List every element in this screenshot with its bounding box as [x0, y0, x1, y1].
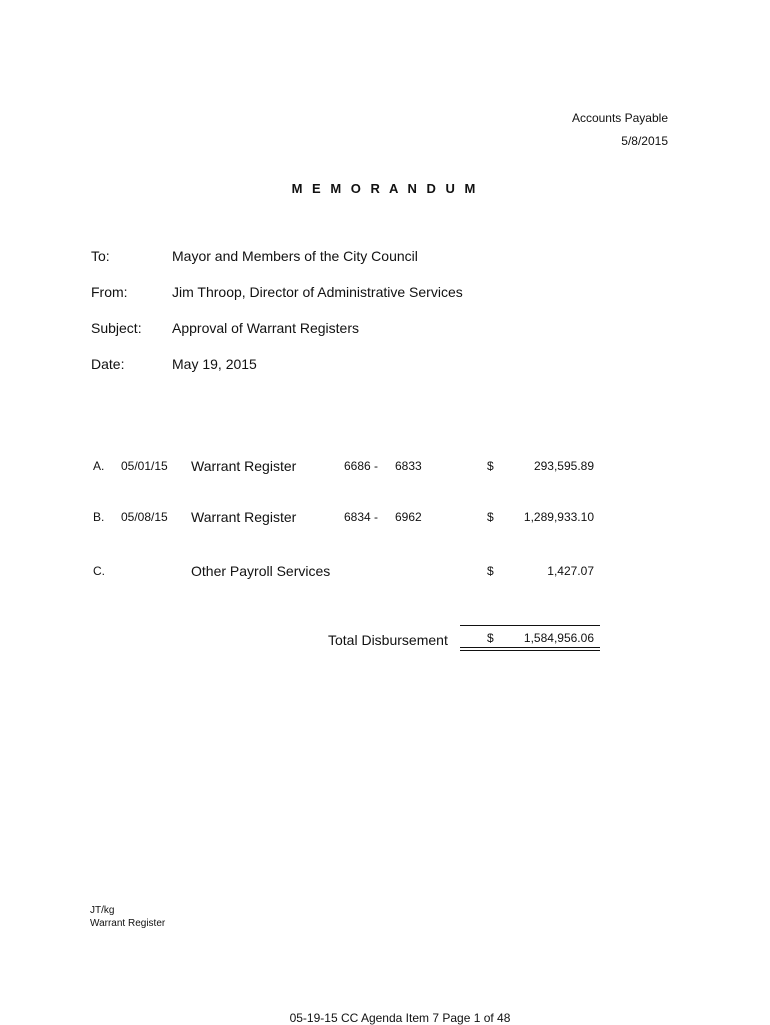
total-currency: $ — [487, 631, 494, 645]
item-amount: 293,595.89 — [533, 459, 594, 473]
date-value: May 19, 2015 — [172, 356, 257, 372]
total-top-rule — [460, 625, 600, 626]
item-description: Warrant Register — [191, 458, 297, 474]
item-description: Other Payroll Services — [191, 563, 331, 579]
to-value: Mayor and Members of the City Council — [172, 248, 418, 264]
subject-value: Approval of Warrant Registers — [172, 320, 359, 336]
item-date: 05/01/15 — [121, 459, 168, 473]
item-currency: $ — [487, 459, 494, 473]
date-label: Date: — [91, 356, 125, 372]
item-amount: 1,289,933.10 — [523, 510, 594, 524]
item-range-end: 6962 — [395, 510, 422, 524]
item-range-start: 6686 - — [344, 459, 379, 473]
item-amount: 1,427.07 — [547, 564, 594, 578]
item-letter: A. — [93, 459, 105, 473]
subject-label: Subject: — [91, 320, 142, 336]
from-value: Jim Throop, Director of Administrative Services — [172, 284, 463, 300]
page-footer: 05-19-15 CC Agenda Item 7 Page 1 of 48 — [289, 1011, 511, 1025]
from-label: From: — [91, 284, 128, 300]
item-range-end: 6833 — [395, 459, 422, 473]
item-date: 05/08/15 — [121, 510, 168, 524]
item-description: Warrant Register — [191, 509, 297, 525]
item-currency: $ — [487, 510, 494, 524]
to-label: To: — [91, 248, 110, 264]
memo-header-date: 5/8/2015 — [621, 134, 668, 148]
item-letter: B. — [93, 510, 105, 524]
item-currency: $ — [487, 564, 494, 578]
memo-title: M E M O R A N D U M — [291, 181, 479, 196]
initials-line-1: JT/kg — [90, 905, 115, 916]
total-label: Total Disbursement — [328, 632, 448, 648]
initials-line-2: Warrant Register — [90, 918, 166, 929]
total-amount: 1,584,956.06 — [523, 631, 594, 645]
item-letter: C. — [93, 564, 105, 578]
total-double-rule — [460, 647, 600, 651]
item-range-start: 6834 - — [344, 510, 379, 524]
department-name: Accounts Payable — [571, 111, 668, 125]
